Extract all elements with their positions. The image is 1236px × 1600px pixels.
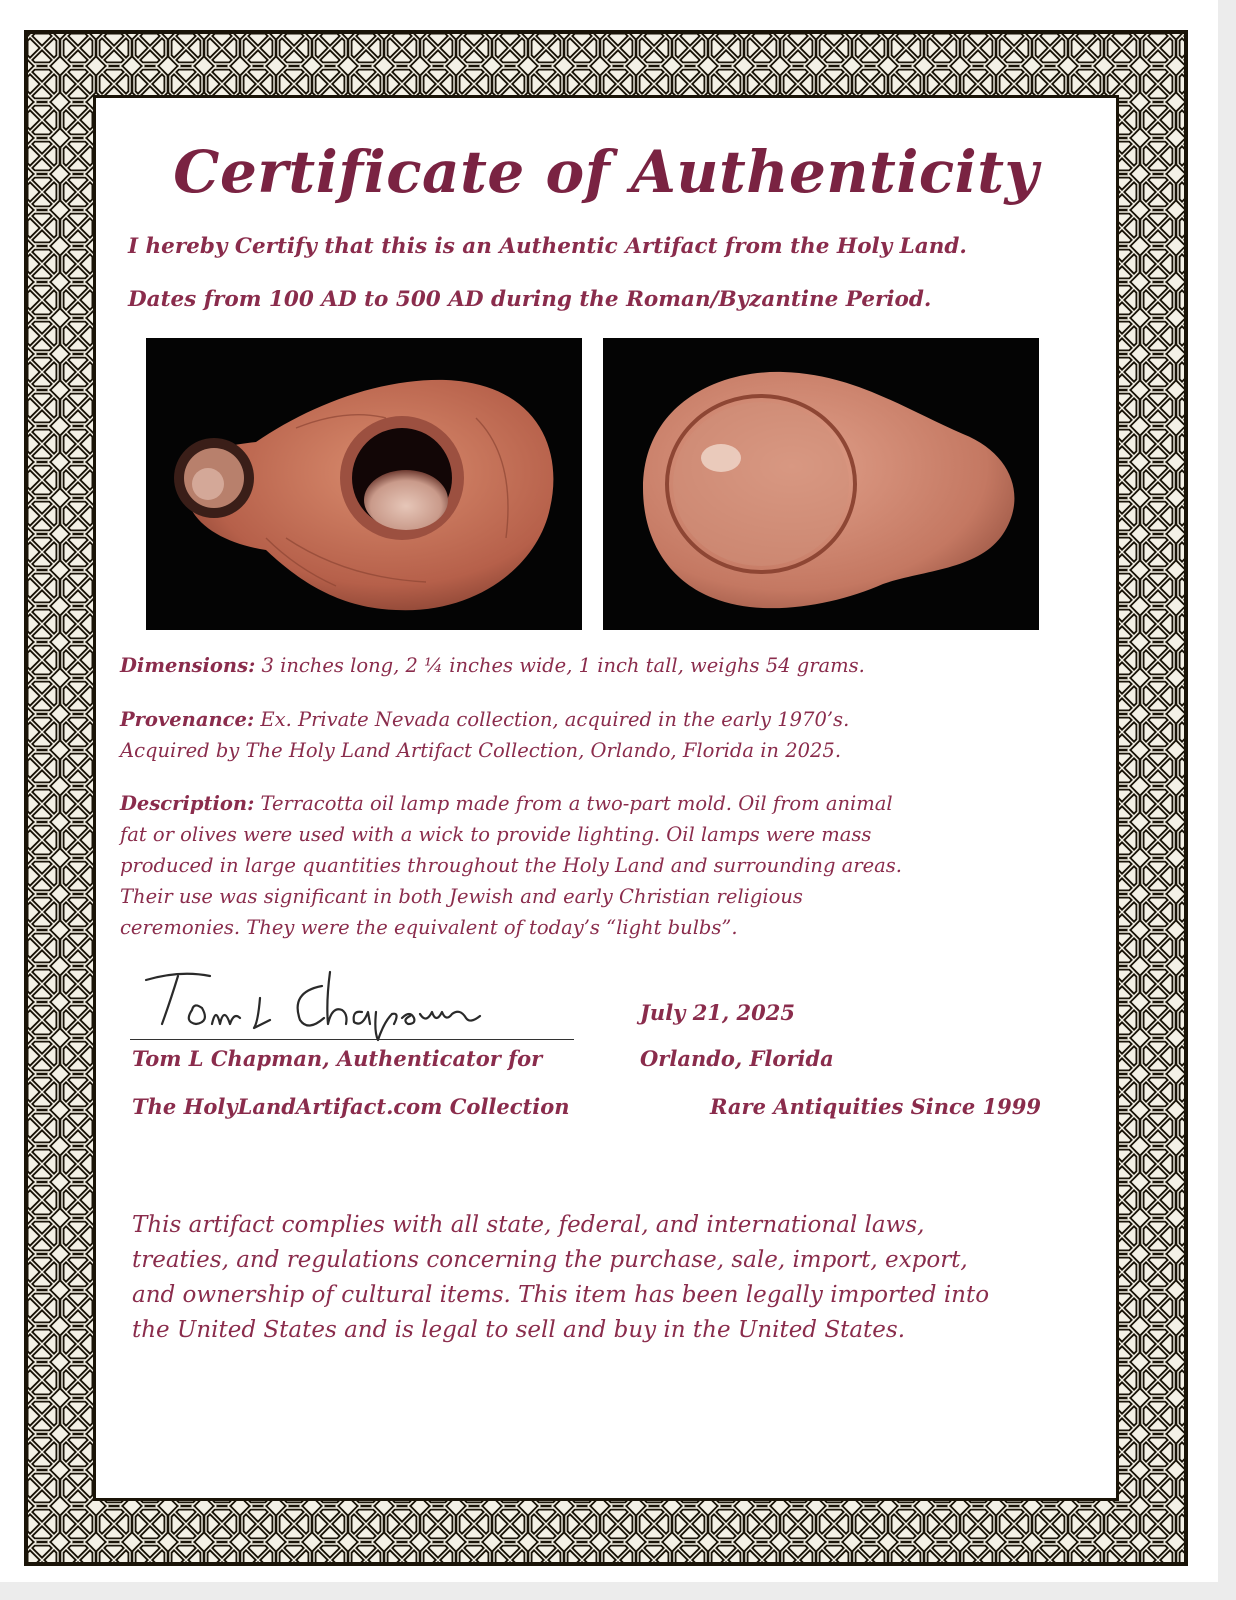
authenticator-name: Tom L Chapman, Authenticator for [132, 1046, 543, 1071]
collection-name: The HolyLandArtifact.com Collection [132, 1094, 570, 1119]
legal-line-1: This artifact complies with all state, federal, and international laws, [132, 1212, 925, 1238]
lamp-underside-illustration [603, 338, 1039, 630]
dating-statement: Dates from 100 AD to 500 AD during the Roman/Byzantine Period. [128, 287, 932, 312]
description-line-1: Terracotta oil lamp made from a two-part mold. Oil from animal [260, 792, 893, 815]
lamp-top-illustration [146, 338, 582, 630]
dimensions-label: Dimensions: [120, 654, 256, 677]
dimensions-value: 3 inches long, 2 ¼ inches wide, 1 inch tall, weighs 54 grams. [261, 654, 865, 677]
description-line-5: ceremonies. They were the equivalent of today’s “light bulbs”. [120, 916, 738, 939]
description-line-4: Their use was significant in both Jewish and early Christian religious [120, 885, 803, 908]
legal-line-2: treaties, and regulations concerning the purchase, sale, import, export, [132, 1247, 968, 1273]
legal-statement [132, 1208, 1102, 1348]
description-label: Description: [120, 792, 255, 815]
dimensions-line [120, 650, 1080, 681]
description-line-2: fat or olives were used with a wick to provide lighting. Oil lamps were mass [120, 823, 872, 846]
company-tagline: Rare Antiquities Since 1999 [710, 1094, 1041, 1119]
provenance-value-2: Acquired by The Holy Land Artifact Collection, Orlando, Florida in 2025. [120, 739, 842, 762]
legal-line-4: the United States and is legal to sell and buy in the United States. [132, 1317, 906, 1343]
description-line-3: produced in large quantities throughout the Holy Land and surrounding areas. [120, 854, 902, 877]
provenance-block [120, 704, 1080, 766]
certify-statement: I hereby Certify that this is an Authentic Artifact from the Holy Land. [128, 234, 967, 259]
provenance-label: Provenance: [120, 708, 255, 731]
handwritten-signature [140, 962, 500, 1042]
legal-line-3: and ownership of cultural items. This item has been legally imported into [132, 1282, 990, 1308]
lamp-photo-top [146, 338, 582, 630]
certificate-title: Certificate of Authenticity [173, 138, 1039, 206]
signature-line [130, 1039, 574, 1040]
provenance-value: Ex. Private Nevada collection, acquired in the early 1970’s. [260, 708, 850, 731]
lamp-photo-underside [603, 338, 1039, 630]
description-block [120, 788, 1080, 943]
certificate-date: July 21, 2025 [640, 1000, 795, 1025]
certificate-location: Orlando, Florida [640, 1046, 834, 1071]
